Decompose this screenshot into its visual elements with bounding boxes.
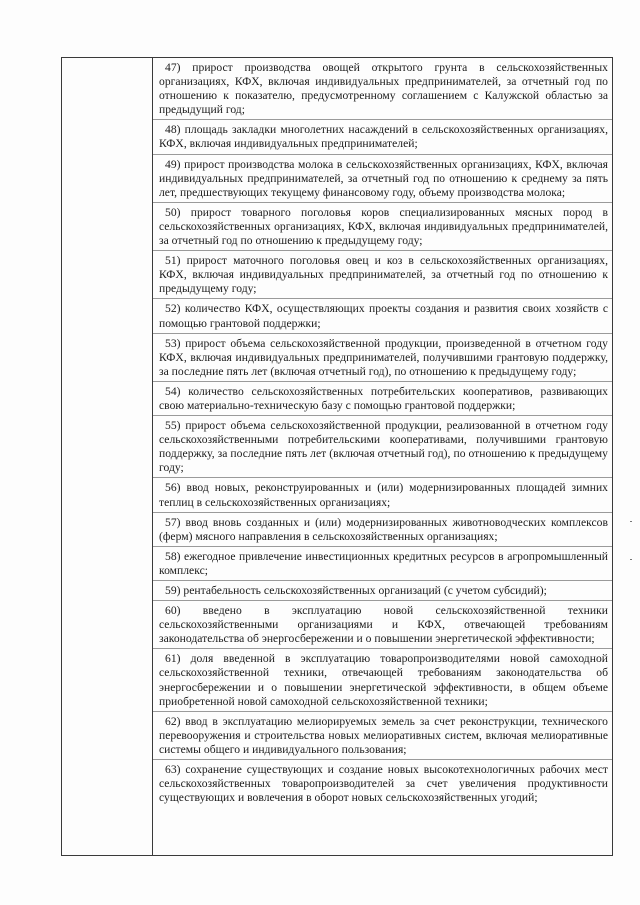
list-item-text: 54) количество сельскохозяйственных потребительских кооперативов, развивающих свою материально-техническую базу с помощью грантовой поддержки; (159, 384, 608, 412)
scan-mark (630, 559, 632, 560)
list-item (153, 299, 612, 333)
list-item (153, 251, 612, 299)
list-item-text: 47) прирост производства овощей открытого грунта в сельскохозяйственных организациях, КФХ, включая индивидуальных предпринимателей, за отчетный год по отношению к показателю, предусмотренному соглашением с Калужской областью за предыдущий год; (159, 61, 608, 117)
list-item (153, 334, 612, 382)
indicators-table (61, 57, 613, 856)
list-item (153, 478, 612, 512)
list-item (153, 382, 612, 416)
list-item (153, 760, 612, 807)
list-item (153, 120, 612, 154)
list-item-text: 53) прирост объема сельскохозяйственной продукции, произведенной в отчетном году КФХ, включая индивидуальных предпринимателей, получившими грантовую поддержку, за последние пять лет (включая отчетный год), по отношению к предыдущему году; (159, 336, 608, 378)
list-item (153, 601, 612, 649)
list-item-text: 60) введено в эксплуатацию новой сельскохозяйственной техники сельскохозяйственными организациями и КФХ, отвечающей требованиям законодательства об энергосбережении и о повышении энергетической эффективности; (159, 604, 608, 646)
list-item (153, 581, 612, 601)
list-item-text: 57) ввод вновь созданных и (или) модернизированных животноводческих комплексов (ферм) мясного направления в сельскохозяйственных организациях; (159, 515, 608, 543)
list-item (153, 58, 612, 120)
list-item (153, 513, 612, 547)
scan-mark (630, 521, 632, 522)
table-left-column (62, 58, 153, 855)
list-item (153, 155, 612, 203)
list-item-text: 56) ввод новых, реконструированных и (или) модернизированных площадей зимних теплиц в сельскохозяйственных организациях; (159, 481, 608, 509)
list-item-text: 52) количество КФХ, осуществляющих проекты создания и развития своих хозяйств с помощью грантовой поддержки; (159, 302, 608, 330)
list-item (153, 649, 612, 711)
list-item-text: 51) прирост маточного поголовья овец и коз в сельскохозяйственных организациях, КФХ, включая индивидуальных предпринимателей, за отчетный год по отношению к предыдущему году; (159, 254, 608, 296)
list-item-text: 61) доля введенной в эксплуатацию товаропроизводителями новой самоходной сельскохозяйственной техники, отвечающей требованиям законодательства об энергосбережении и о повышении энергетической эффективности, в общем объеме приобретенной новой самоходной сельскохозяйственной техники; (159, 652, 608, 708)
list-item-text: 59) рентабельность сельскохозяйственных организаций (с учетом субсидий); (165, 584, 547, 597)
list-item-text: 62) ввод в эксплуатацию мелиорируемых земель за счет реконструкции, технического перевооружения и строительства новых мелиоративных систем, включая мелиоративные системы общего и индивидуального пользования; (159, 714, 608, 756)
table-right-column (153, 58, 612, 855)
list-item-text: 50) прирост товарного поголовья коров специализированных мясных пород в сельскохозяйственных организациях, КФХ, включая индивидуальных предпринимателей, за отчетный год по отношению к предыдущему году; (159, 205, 608, 248)
list-item-text: 55) прирост объема сельскохозяйственной продукции, реализованной в отчетном году сельскохозяйственными потребительскими кооперативами, получившими грантовую поддержку, за последние пять лет (включая отчетный год), по отношению к предыдущему году; (159, 419, 608, 475)
list-item (153, 203, 612, 251)
list-item-text: 58) ежегодное привлечение инвестиционных кредитных ресурсов в агропромышленный комплекс; (159, 549, 608, 577)
list-item-text: 63) сохранение существующих и создание новых высокотехнологичных рабочих мест сельскохозяйственных товаропроизводителей за счет увеличения продуктивности существующих и вовлечения в оборот новых сельскохозяйственных угодий; (159, 763, 608, 805)
list-item (153, 416, 612, 478)
list-item (153, 547, 612, 581)
list-item-text: 49) прирост производства молока в сельскохозяйственных организациях, КФХ, включая индивидуальных предпринимателей, за отчетный год по отношению к среднему за пять лет, предшествующих текущему финансовому году, объему производства молока; (159, 157, 608, 199)
list-item-text: 48) площадь закладки многолетних насаждений в сельскохозяйственных организациях, КФХ, включая индивидуальных предпринимателей; (159, 123, 608, 151)
list-item (153, 712, 612, 760)
